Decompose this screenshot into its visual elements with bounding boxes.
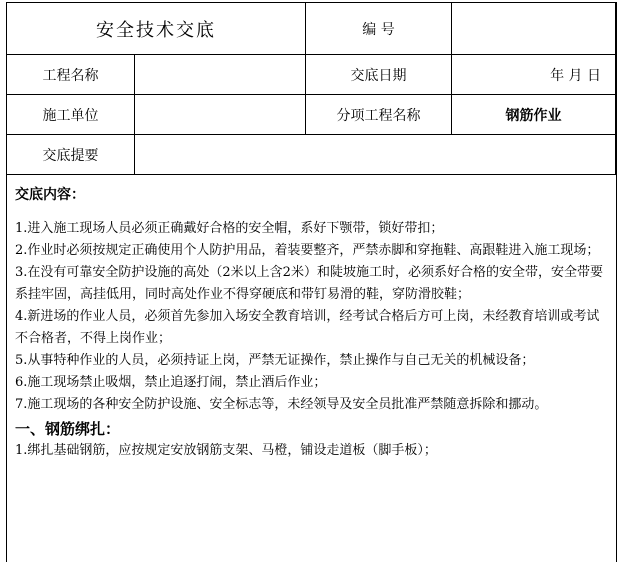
number-label: 编 号 xyxy=(306,3,452,55)
construction-unit-label: 施工单位 xyxy=(7,95,135,135)
section-title-rebar-binding: 一、钢筋绑扎： xyxy=(15,420,121,438)
handover-content xyxy=(15,184,603,462)
document-title: 安全技术交底 xyxy=(7,3,306,55)
content-item-1: 1.进入施工现场人员必须正确戴好合格的安全帽，系好下颚带，锁好带扣； xyxy=(15,221,444,236)
project-name-value[interactable] xyxy=(135,55,306,95)
section-item-1: 1.绑扎基础钢筋，应按规定安放钢筋支架、马橙，铺设走道板（脚手板）； xyxy=(15,443,437,458)
header-table xyxy=(6,2,616,175)
content-item-4: 4.新进场的作业人员，必须首先参加入场安全教育培训，经考试合格后方可上岗，未经教育培训或考试不合格者，不得上岗作业； xyxy=(15,309,600,346)
handover-sheet xyxy=(6,2,617,562)
construction-unit-value[interactable] xyxy=(135,95,306,135)
content-item-5: 5.从事特种作业的人员，必须持证上岗，严禁无证操作，禁止操作与自己无关的机械设备； xyxy=(15,353,535,368)
sub-project-value[interactable]: 钢筋作业 xyxy=(452,95,616,135)
number-value[interactable] xyxy=(452,3,616,55)
handover-date-label: 交底日期 xyxy=(306,55,452,95)
content-item-2: 2.作业时必须按规定正确使用个人防护用品，着装要整齐，严禁赤脚和穿拖鞋、高跟鞋进入施工现场； xyxy=(15,243,600,258)
content-label: 交底内容： xyxy=(15,187,85,203)
content-item-3: 3.在没有可靠安全防护设施的高处（2米以上含2米）和陡坡施工时，必须系好合格的安全带，安全带要系挂牢固，高挂低用，同时高处作业不得穿硬底和带钉易滑的鞋，穿防滑胶鞋； xyxy=(15,265,603,302)
summary-value[interactable] xyxy=(135,135,616,175)
handover-date-value[interactable]: 年 月 日 xyxy=(452,55,616,95)
sub-project-label: 分项工程名称 xyxy=(306,95,452,135)
content-item-6: 6.施工现场禁止吸烟，禁止追逐打闹，禁止酒后作业； xyxy=(15,375,327,390)
content-item-7: 7.施工现场的各种安全防护设施、安全标志等，未经领导及安全员批准严禁随意拆除和挪动。 xyxy=(15,397,548,412)
summary-label: 交底提要 xyxy=(7,135,135,175)
project-name-label: 工程名称 xyxy=(7,55,135,95)
